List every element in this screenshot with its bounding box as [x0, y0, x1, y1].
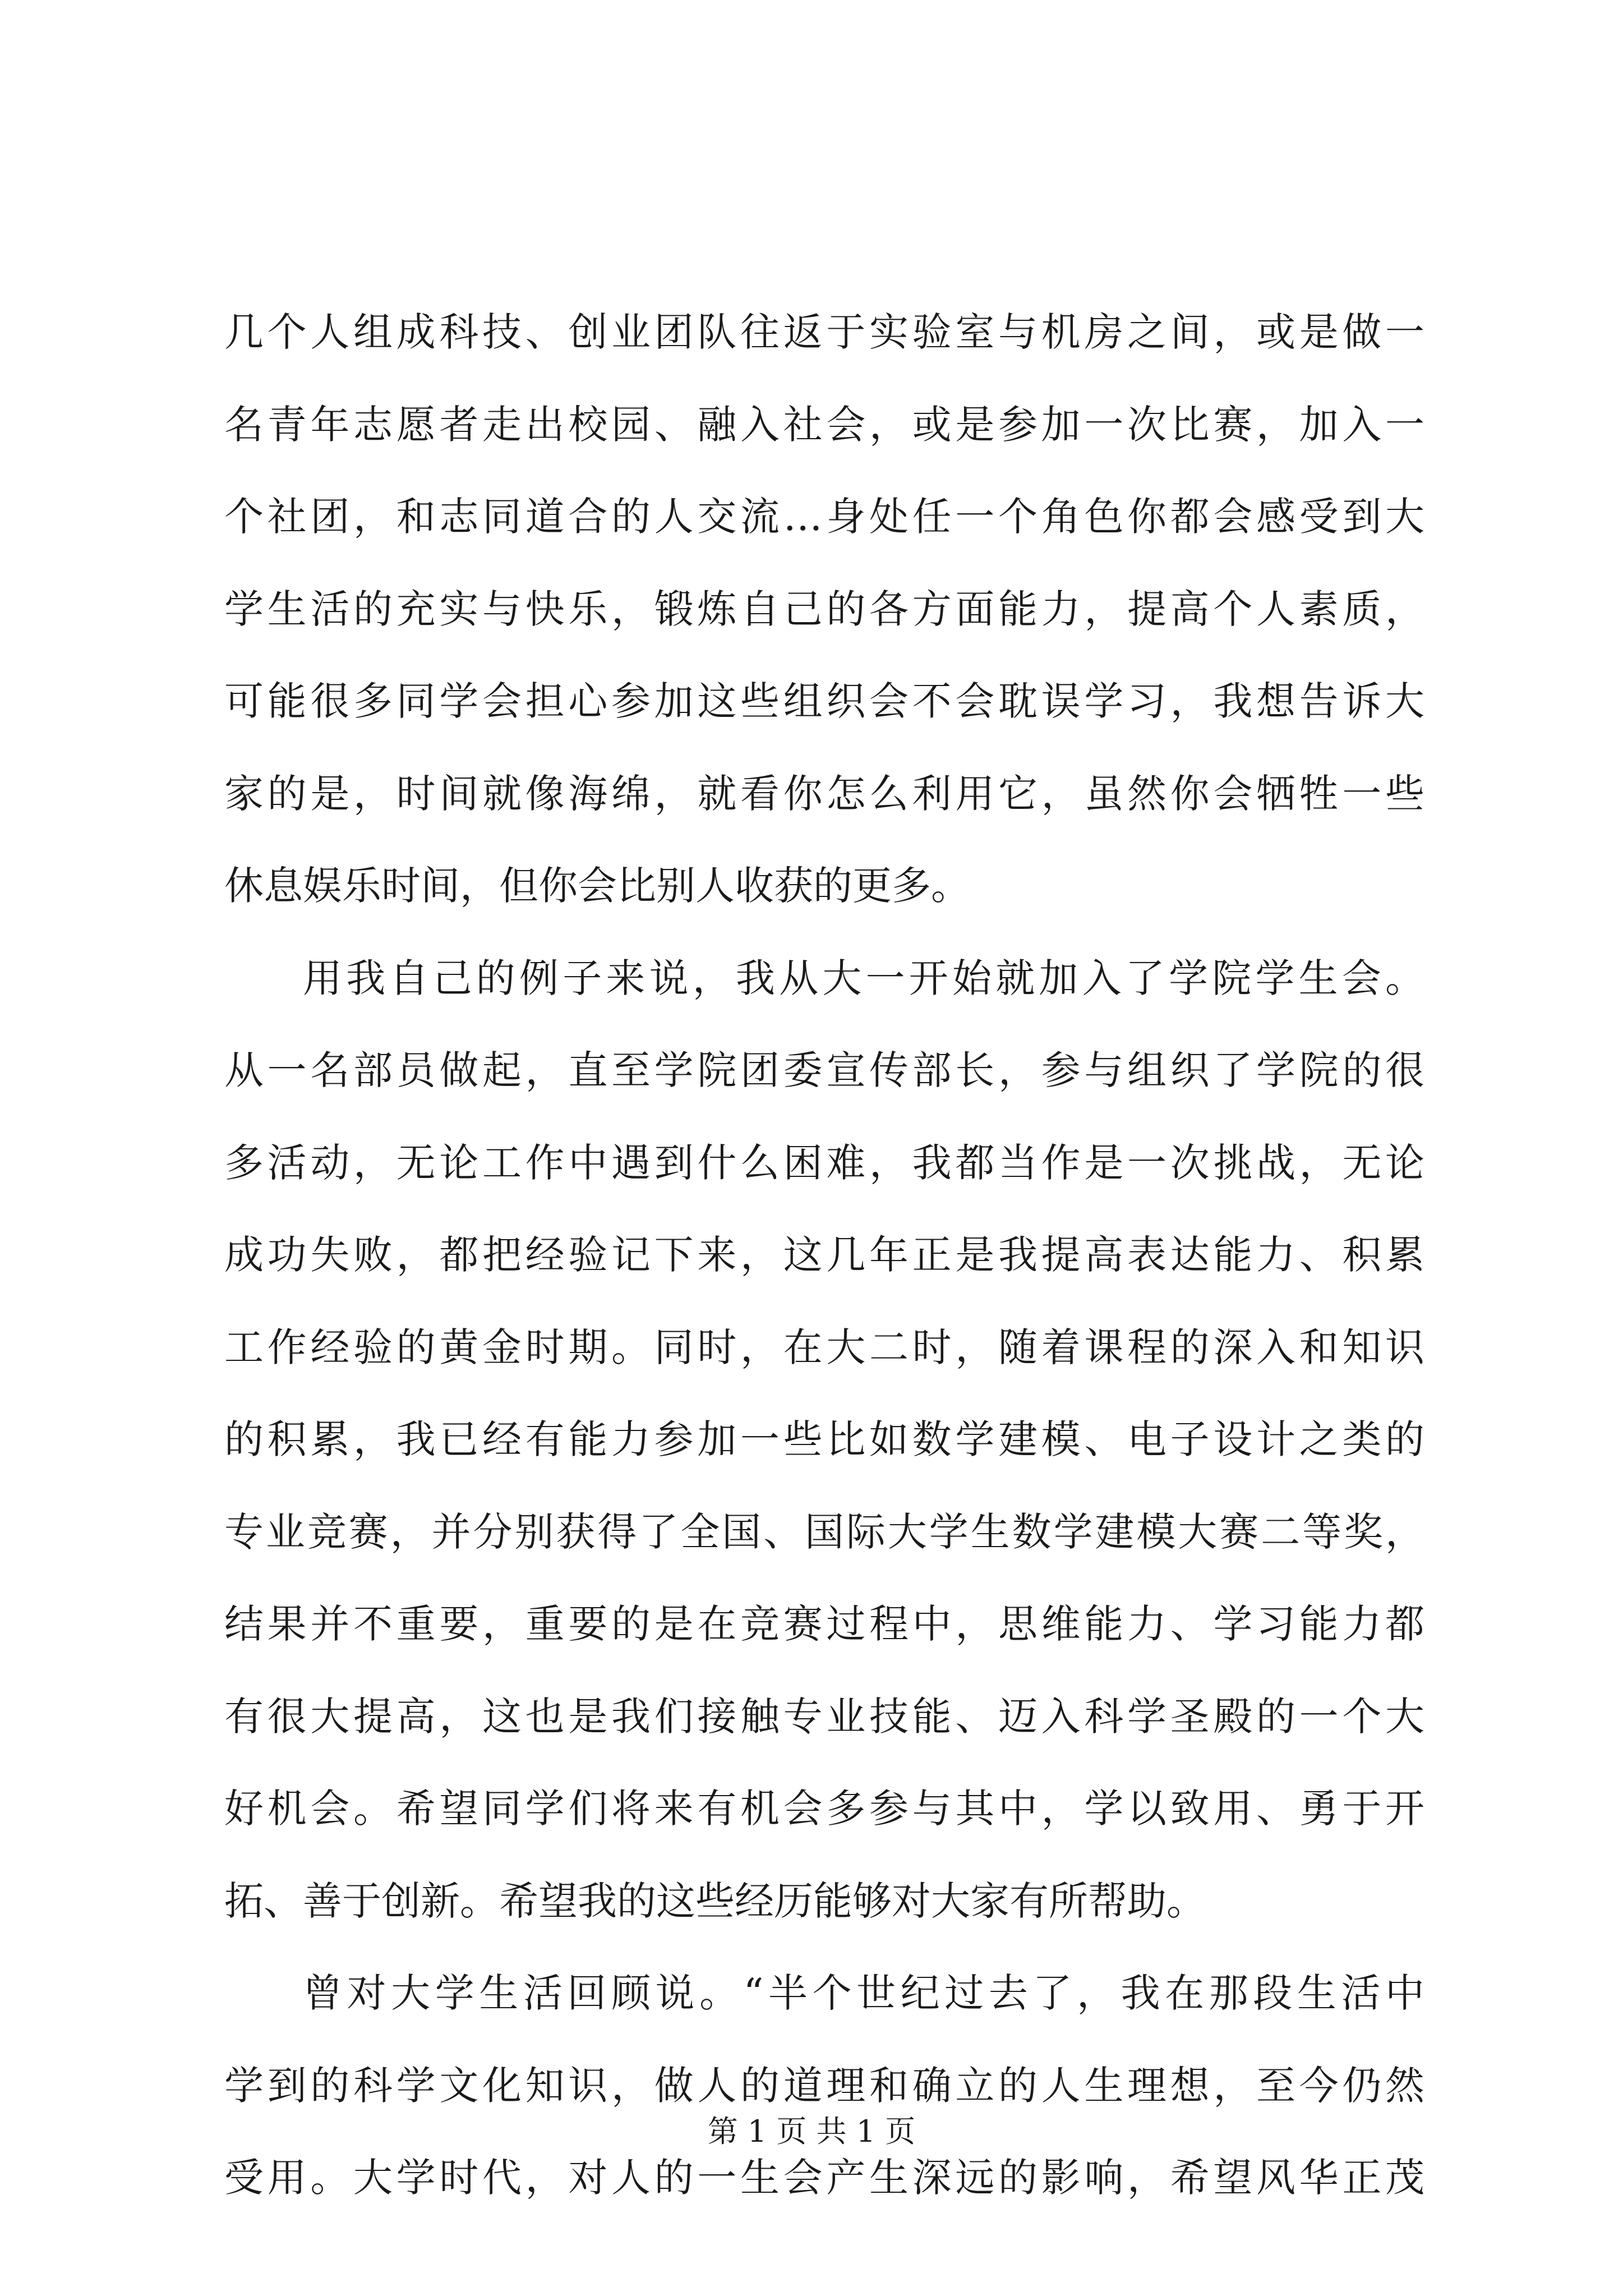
text-line: 结果并不重要，重要的是在竞赛过程中，思维能力、学习能力都	[224, 1601, 1424, 1647]
text-line: 名青年志愿者走出校园、融入社会，或是参加一次比赛，加入一	[224, 401, 1424, 448]
text-line: 多活动，无论工作中遇到什么困难，我都当作是一次挑战，无论	[224, 1139, 1424, 1186]
text-line: 受用。大学时代，对人的一生会产生深远的影响，希望风华正茂	[224, 2155, 1424, 2201]
text-line: 家的是，时间就像海绵，就看你怎么利用它，虽然你会牺牲一些	[224, 770, 1424, 817]
text-line: 休息娱乐时间，但你会比别人收获的更多。	[224, 863, 970, 909]
document-body	[224, 286, 1424, 2224]
text-line: 专业竞赛，并分别获得了全国、国际大学生数学建模大赛二等奖，	[224, 1508, 1424, 1555]
text-line: 好机会。希望同学们将来有机会多参与其中，学以致用、勇于开	[224, 1786, 1424, 1832]
paragraph-first-line: 曾对大学生活回顾说。“半个世纪过去了，我在那段生活中	[303, 1970, 1424, 2016]
text-line: 有很大提高，这也是我们接触专业技能、迈入科学圣殿的一个大	[224, 1693, 1424, 1740]
text-line: 的积累，我已经有能力参加一些比如数学建模、电子设计之类的	[224, 1416, 1424, 1462]
text-line: 几个人组成科技、创业团队往返于实验室与机房之间，或是做一	[224, 309, 1424, 355]
text-line: 工作经验的黄金时期。同时，在大二时，随着课程的深入和知识	[224, 1324, 1424, 1370]
text-line: 从一名部员做起，直至学院团委宣传部长，参与组织了学院的很	[224, 1047, 1424, 1093]
text-line: 学生活的充实与快乐，锻炼自己的各方面能力，提高个人素质，	[224, 586, 1424, 632]
paragraph-first-line: 用我自己的例子来说，我从大一开始就加入了学院学生会。	[303, 955, 1424, 1001]
text-line: 可能很多同学会担心参加这些组织会不会耽误学习，我想告诉大	[224, 678, 1424, 724]
page-footer: 第 1 页 共 1 页	[707, 2114, 916, 2149]
text-line: 拓、善于创新。希望我的这些经历能够对大家有所帮助。	[224, 1878, 1206, 1924]
text-line: 学到的科学文化知识，做人的道理和确立的人生理想，至今仍然	[224, 2062, 1424, 2109]
text-line: 成功失败，都把经验记下来，这几年正是我提高表达能力、积累	[224, 1232, 1424, 1278]
text-line: 个社团，和志同道合的人交流…身处任一个角色你都会感受到大	[224, 494, 1424, 540]
